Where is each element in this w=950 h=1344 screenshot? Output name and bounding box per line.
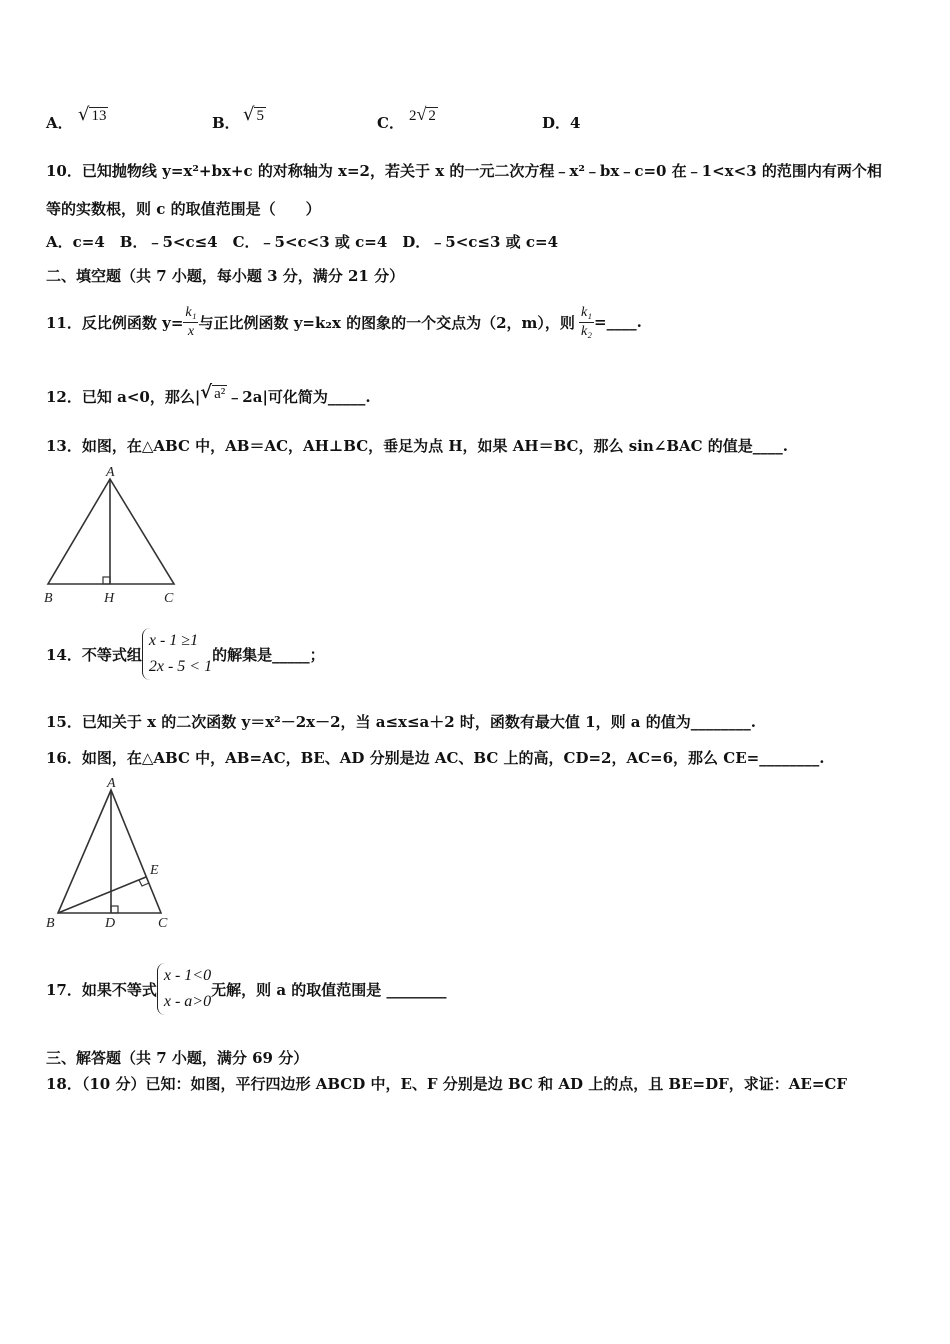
q14-inequality-1: x - 1 ≥1 (148, 632, 199, 649)
q13-right-angle-mark (103, 577, 110, 584)
q16-label-a: A (107, 776, 116, 791)
q11-fraction (183, 304, 198, 341)
q9-option-d-value: 4 (570, 114, 581, 132)
q11-suffix: =____. (594, 313, 642, 331)
q11-prefix: 11．反比例函数 y= (46, 313, 184, 332)
q9-option-d-label: D． (542, 114, 571, 132)
q9-c-radicand: 2 (428, 108, 436, 124)
q17-inequality-1: x - 1<0 (163, 967, 212, 984)
q17-inequality-2: x - a>0 (163, 993, 212, 1010)
q16-label-b: B (46, 916, 55, 931)
section-3-title: 三、解答题（共 7 小题，满分 69 分） (46, 1049, 309, 1067)
q11-middle: 与正比例函数 y=k₂x 的图象的一个交点为（2，m），则 (198, 313, 575, 332)
q11-ratio-numerator: k₁ (579, 304, 594, 323)
q9-option-b-label: B． (212, 114, 240, 132)
q14-prefix: 14．不等式组 (46, 645, 142, 664)
q11-fraction-numerator: k₁ (183, 304, 198, 323)
q10-line1: 10．已知抛物线 y=x²+bx+c 的对称轴为 x=2，若关于 x 的一元二次方程﹣x²﹣bx﹣c=0 在﹣1<x<3 的范围内有两个相 (46, 162, 882, 180)
q16-label-d: D (105, 916, 116, 931)
q10-line2: 等的实数根，则 c 的取值范围是（ ） (46, 200, 321, 218)
q13-label-a: A (106, 465, 115, 480)
q16-label-e: E (150, 863, 159, 878)
q10-options: A．c=4 B．﹣5<c≤4 C．﹣5<c<3 或 c=4 D．﹣5<c≤3 或 c=4 (46, 233, 559, 251)
q17-suffix: 无解，则 a 的取值范围是 ________ (211, 980, 447, 999)
q13-label-h: H (104, 591, 115, 606)
q17-inequality-system (157, 963, 211, 1015)
q17-prefix: 17．如果不等式 (46, 980, 157, 999)
q14-inequality-2: 2x - 5 < 1 (148, 658, 213, 675)
q12-suffix: ﹣2a|可化简为_____. (227, 388, 371, 406)
q17 (46, 960, 447, 1018)
q11-ratio-denominator: k₂ (580, 323, 593, 339)
q16-triangle-figure (42, 775, 176, 935)
q12-prefix: 12．已知 a<0，那么| (46, 388, 201, 406)
q14-suffix: 的解集是_____； (212, 645, 325, 664)
q13-text: 13．如图，在△ABC 中，AB＝AC，AH⊥BC，垂足为点 H，如果 AH＝BC，那么 sin∠BAC 的值是____. (46, 437, 789, 455)
q9-option-c (377, 112, 404, 133)
q13-label-b: B (44, 591, 53, 606)
q9-c-coefficient: 2 (409, 108, 417, 124)
q14 (46, 626, 325, 682)
q9-a-radicand: 13 (91, 108, 107, 124)
q16-text: 16．如图，在△ABC 中，AB=AC，BE、AD 分别是边 AC、BC 上的高，CD=2，AC=6，那么 CE=________. (46, 749, 825, 767)
q9-b-radicand: 5 (256, 108, 264, 124)
q15-text: 15．已知关于 x 的二次函数 y＝x²－2x－2，当 a≤x≤a＋2 时，函数有最大值 1，则 a 的值为________. (46, 713, 756, 731)
section-2-title: 二、填空题（共 7 小题，每小题 3 分，满分 21 分） (46, 267, 405, 285)
q9-option-a-label: A． (46, 114, 73, 132)
q12: 12．已知 a<0，那么| √ a² ﹣2a|可化简为_____. (46, 382, 371, 406)
q13-triangle (48, 479, 174, 584)
q16-triangle (58, 790, 161, 913)
q11-fraction-denominator: x (187, 323, 195, 339)
q11 (46, 296, 642, 348)
q16-label-c: C (158, 916, 168, 931)
q9-option-b-value: √ 5 (243, 104, 264, 125)
q13-label-c: C (164, 591, 174, 606)
q14-inequality-system (142, 628, 212, 680)
q12-radicand: a² (214, 386, 226, 402)
q9-option-c-label: C． (377, 114, 404, 132)
q16-right-angle-d (111, 906, 118, 913)
q9-option-a (46, 112, 73, 133)
q9-option-b (212, 112, 240, 133)
q9-option-d (542, 112, 580, 133)
q13-triangle-figure (42, 462, 180, 608)
q11-ratio (579, 304, 594, 341)
q9-option-a-value: √ 13 (78, 104, 107, 125)
q9-option-c-value: 2√ 2 (409, 104, 436, 124)
q18-text: 18．（10 分）已知：如图，平行四边形 ABCD 中，E、F 分别是边 BC 和 AD 上的点，且 BE=DF，求证：AE=CF (46, 1075, 847, 1093)
